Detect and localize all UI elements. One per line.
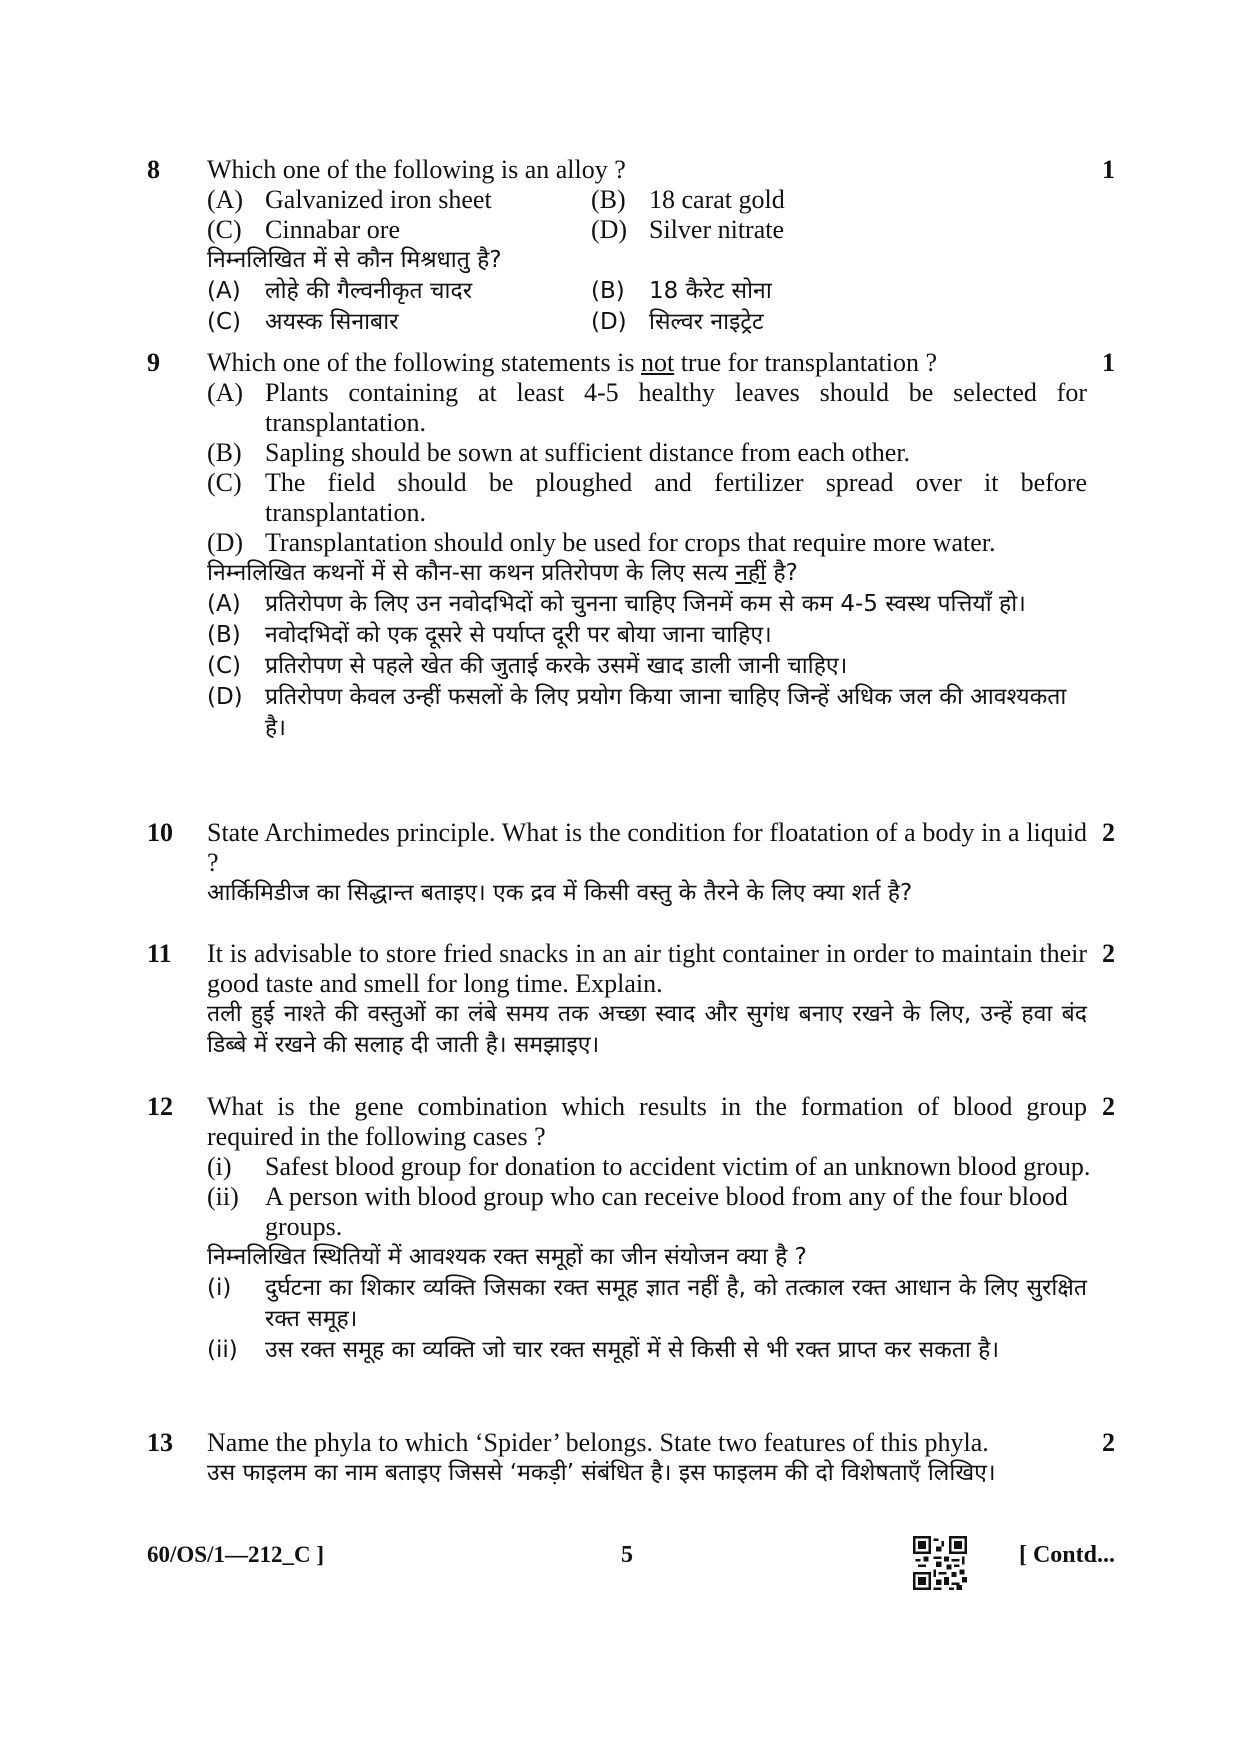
question-10 bbox=[147, 818, 1127, 909]
options-hi bbox=[207, 276, 1087, 338]
question-text-en: It is advisable to store fried snacks in an air tight container in order to maintain their good taste and smell for long time. Explain. bbox=[207, 939, 1087, 998]
option-b: (B) 18 carat gold bbox=[591, 185, 785, 214]
option-d: (D) Silver nitrate bbox=[591, 215, 785, 244]
question-number: 8 bbox=[147, 155, 160, 184]
option-b: (B) Sapling should be sown at sufficient distance from each other. bbox=[207, 438, 911, 467]
option-d-hi: (D) प्रतिरोपण केवल उन्हीं फसलों के लिए प्रयोग किया जाना चाहिए जिन्हें अधिक जल की आवश्यकता है। bbox=[207, 684, 1067, 741]
option-c-hi: (C) अयस्क सिनाबार bbox=[207, 309, 399, 335]
option-a-hi: (A) प्रतिरोपण के लिए उन नवोदभिदों को चुनना चाहिए जिनमें कम से कम 4-5 स्वस्थ पत्तियाँ हो। bbox=[207, 591, 1026, 617]
question-marks: 2 bbox=[1102, 818, 1115, 847]
question-marks: 2 bbox=[1102, 939, 1115, 968]
option-ii: (ii) A person with blood group who can receive blood from any of the four blood groups. bbox=[207, 1182, 1068, 1241]
qr-code-icon bbox=[913, 1536, 967, 1590]
question-text-en: State Archimedes principle. What is the condition for floatation of a body in a liquid ? bbox=[207, 818, 1087, 877]
option-d-hi: (D) सिल्वर नाइट्रेट bbox=[591, 309, 764, 335]
option-i: (i) Safest blood group for donation to accident victim of an unknown blood group. bbox=[207, 1152, 1091, 1181]
question-number: 10 bbox=[147, 818, 173, 847]
question-marks: 1 bbox=[1102, 155, 1115, 184]
page-number: 5 bbox=[621, 1542, 633, 1568]
question-11 bbox=[147, 939, 1127, 1061]
option-d: (D) Transplantation should only be used for crops that require more water. bbox=[207, 528, 996, 557]
question-8 bbox=[147, 155, 1127, 338]
options-hi bbox=[207, 1273, 1087, 1366]
question-number: 11 bbox=[147, 939, 172, 968]
question-text-hi: निम्नलिखित स्थितियों में आवश्यक रक्त समूहों का जीन संयोजन क्या है ? bbox=[207, 1244, 807, 1270]
option-ii-hi: (ii) उस रक्त समूह का व्यक्ति जो चार रक्त समूहों में से किसी से भी रक्त प्राप्त कर सकता है। bbox=[207, 1337, 1000, 1363]
option-a: (A) Galvanized iron sheet bbox=[207, 185, 492, 214]
option-b-hi: (B) 18 कैरेट सोना bbox=[591, 278, 772, 304]
question-text-hi: निम्नलिखित कथनों में से कौन-सा कथन प्रतिरोपण के लिए सत्य नहीं है? bbox=[207, 560, 798, 586]
options-en bbox=[207, 1152, 1132, 1242]
question-number: 9 bbox=[147, 348, 160, 377]
question-text-en: Which one of the following statements is not true for transplantation ? bbox=[207, 348, 937, 377]
question-text-en: Which one of the following is an alloy ? bbox=[207, 155, 626, 184]
question-number: 13 bbox=[147, 1428, 173, 1457]
question-text-hi: तली हुई नाश्ते की वस्तुओं का लंबे समय तक अच्छा स्वाद और सुगंध बनाए रखने के लिए, उन्हें हवा बंद डिब्बे में रखने की सलाह दी जाती है। समझाइए। bbox=[207, 1001, 1087, 1058]
options-en bbox=[207, 185, 1087, 245]
page-footer bbox=[147, 1542, 1127, 1582]
question-text-en: What is the gene combination which results in the formation of blood group required in the following cases ? bbox=[207, 1092, 1087, 1151]
question-marks: 1 bbox=[1102, 348, 1115, 377]
question-number: 12 bbox=[147, 1092, 173, 1121]
question-text-hi: आर्किमिडीज का सिद्धान्त बताइए। एक द्रव में किसी वस्तु के तैरने के लिए क्या शर्त है? bbox=[207, 880, 913, 906]
question-text-hi: उस फाइलम का नाम बताइए जिससे ‘मकड़ी’ संबंधित है। इस फाइलम की दो विशेषताएँ लिखिए। bbox=[207, 1460, 996, 1486]
question-marks: 2 bbox=[1102, 1428, 1115, 1457]
continued-label: [ Contd... bbox=[1018, 1542, 1115, 1568]
option-a-hi: (A) लोहे की गैल्वनीकृत चादर bbox=[207, 278, 473, 304]
options-hi bbox=[207, 589, 1087, 744]
paper-code: 60/OS/1—212_C ] bbox=[147, 1542, 324, 1567]
option-i-hi: (i) दुर्घटना का शिकार व्यक्ति जिसका रक्त समूह ज्ञात नहीं है, को तत्काल रक्त आधान के लिए सुरक्षित रक्त समूह। bbox=[207, 1275, 1087, 1332]
option-b-hi: (B) नवोदभिदों को एक दूसरे से पर्याप्त दूरी पर बोया जाना चाहिए। bbox=[207, 622, 772, 648]
question-13 bbox=[147, 1428, 1127, 1489]
question-text-en: Name the phyla to which ‘Spider’ belongs. State two features of this phyla. bbox=[207, 1428, 989, 1457]
option-c-hi: (C) प्रतिरोपण से पहले खेत की जुताई करके उसमें खाद डाली जानी चाहिए। bbox=[207, 653, 848, 679]
question-9 bbox=[147, 348, 1127, 744]
option-c: (C) The field should be ploughed and fertilizer spread over it before transplantation. bbox=[207, 468, 1087, 527]
option-c: (C) Cinnabar ore bbox=[207, 215, 401, 244]
question-12 bbox=[147, 1092, 1127, 1366]
option-a: (A) Plants containing at least 4-5 healthy leaves should be selected for transplantation. bbox=[207, 378, 1087, 437]
options-en bbox=[207, 378, 1087, 558]
question-marks: 2 bbox=[1102, 1092, 1115, 1121]
question-text-hi: निम्नलिखित में से कौन मिश्रधातु है? bbox=[207, 247, 502, 273]
